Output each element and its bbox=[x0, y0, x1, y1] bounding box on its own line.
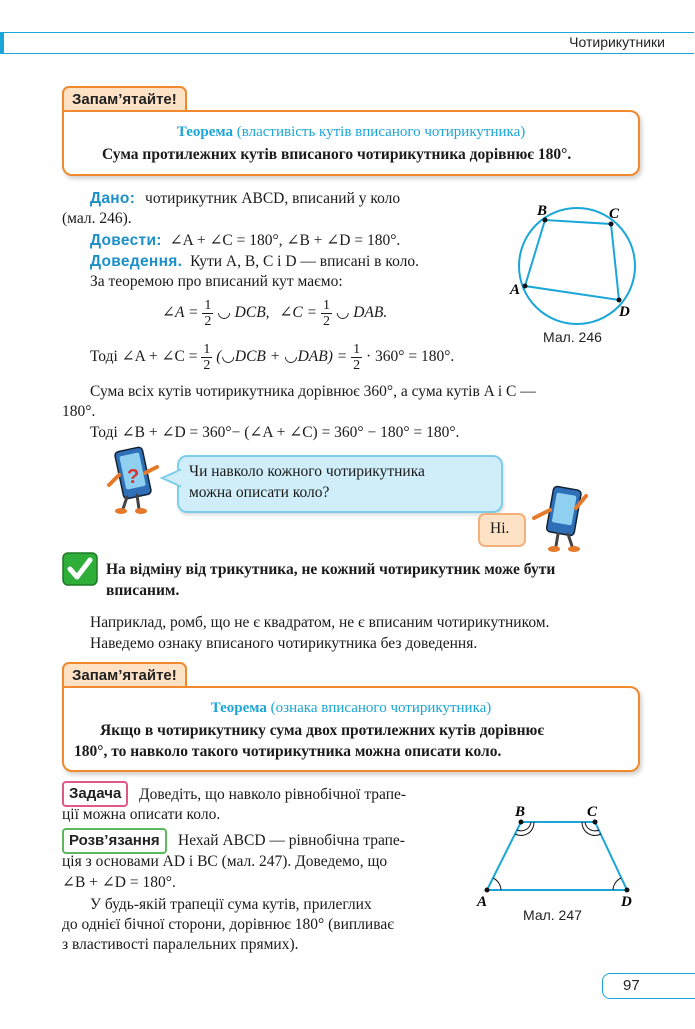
proof-line: Доведення. Кути A, B, C і D — вписані в коло. bbox=[90, 253, 419, 270]
given-line2: (мал. 246). bbox=[62, 210, 132, 227]
solution-line1: Нехай ABCD — рівнобічна трапе- bbox=[178, 832, 405, 849]
vertex-d bbox=[625, 888, 630, 893]
character-left-icon bbox=[105, 445, 165, 515]
question-bubble-tail bbox=[160, 468, 182, 488]
figure-247 bbox=[475, 800, 645, 928]
theorem-body-line2: 180°, то навколо такого чотирикутника можна описати коло. bbox=[74, 743, 502, 760]
proof-line9: Тоді ∠B + ∠D = 360°− (∠A + ∠C) = 360° − 180° = 180°. bbox=[90, 424, 460, 441]
solution-line5: до однієї бічної сторони, дорівнює 180° (випливає bbox=[62, 916, 394, 933]
theorem-title: Теорема (ознака вписаного чотирикутника) bbox=[210, 700, 492, 716]
figure-caption: Мал. 246 bbox=[543, 329, 602, 345]
figure-246 bbox=[505, 198, 655, 348]
vertex-c bbox=[593, 820, 598, 825]
trapezoid-abcd bbox=[487, 822, 627, 890]
label-a: A bbox=[477, 894, 488, 910]
vertex-b bbox=[519, 820, 524, 825]
vertex-a bbox=[523, 284, 528, 289]
theorem-title: Теорема (властивість кутів вписаного чотирикутника) bbox=[176, 124, 526, 140]
figure-caption: Мал. 247 bbox=[523, 907, 582, 923]
solution-line4: У будь-якій трапеції сума кутів, прилеглих bbox=[90, 896, 372, 913]
vertex-c bbox=[609, 222, 614, 227]
solution-line3: ∠B + ∠D = 180°. bbox=[62, 874, 176, 891]
label-a: A bbox=[510, 282, 521, 298]
theorem-body: Сума протилежних кутів вписаного чотирикутника дорівнює 180°. bbox=[102, 146, 572, 163]
remember-tab: Запам’ятайте! bbox=[62, 662, 187, 692]
label-b: B bbox=[537, 203, 548, 219]
header-title: Чотирикутники bbox=[569, 34, 665, 50]
example-line1: Наприклад, ромб, що не є квадратом, не є вписаним чотирикутником. bbox=[90, 614, 550, 631]
label-b: B bbox=[515, 804, 526, 820]
fraction-half: $\frac{1}{2}$ bbox=[353, 342, 361, 373]
theorem-box bbox=[62, 686, 640, 772]
angle-mark-d bbox=[613, 878, 621, 890]
checkmark-icon bbox=[62, 552, 98, 586]
fraction-half: $\frac{1}{2}$ bbox=[322, 298, 330, 329]
vertex-d bbox=[617, 298, 622, 303]
solution-line6: з властивості паралельних прямих). bbox=[62, 936, 299, 953]
given-line: Дано: чотирикутник ABCD, вписаний у коло bbox=[90, 190, 401, 207]
page-number: 97 bbox=[623, 977, 640, 994]
solution-line2: ція з основами AD і BC (мал. 247). Доведемо, що bbox=[62, 853, 388, 870]
equation-2: Тоді ∠A + ∠C = $\frac{1}{2}$ (◡DCB + ◡DAB) = $\frac{1}{2}$ · 360° = 180°. bbox=[90, 342, 455, 373]
proof-line7: Сума всіх кутів чотирикутника дорівнює 360°, а сума кутів A і C — bbox=[90, 383, 536, 400]
task-line1: Доведіть, що навколо рівнобічної трапе- bbox=[139, 786, 407, 803]
question-bubble bbox=[177, 455, 503, 513]
theorem-body-line1: Якщо в чотирикутнику сума двох протилежних кутів дорівнює bbox=[100, 722, 545, 739]
answer-bubble bbox=[478, 513, 526, 547]
note-line2: вписаним. bbox=[106, 582, 180, 599]
note-line1: На відміну від трикутника, не кожний чотирикутник може бути bbox=[106, 561, 556, 578]
header-bar bbox=[0, 30, 695, 56]
solution-label: Розв’язання bbox=[62, 828, 167, 854]
label-d: D bbox=[621, 894, 632, 910]
proof-line8: 180°. bbox=[62, 403, 96, 420]
question-line2: можна описати коло? bbox=[189, 484, 330, 501]
label-d: D bbox=[619, 304, 630, 320]
fraction-half: $\frac{1}{2}$ bbox=[203, 342, 211, 373]
angle-mark-a bbox=[493, 878, 501, 890]
circumcircle bbox=[519, 208, 635, 324]
question-line1: Чи навколо кожного чотирикутника bbox=[189, 463, 425, 480]
character-right-icon bbox=[528, 482, 590, 554]
label-c: C bbox=[587, 804, 598, 820]
example-line2: Наведемо ознаку вписаного чотирикутника без доведення. bbox=[90, 635, 478, 652]
equation-1: ∠A = $\frac{1}{2}$ ◡ DCB, ∠C = $\frac{1}{2}$ ◡ DAB. bbox=[162, 298, 388, 329]
page-number-box bbox=[602, 973, 695, 999]
svg-text:?: ? bbox=[127, 466, 140, 488]
theorem-box bbox=[62, 110, 640, 176]
vertex-a bbox=[485, 888, 490, 893]
task-line2: ції можна описати коло. bbox=[62, 806, 221, 823]
label-c: C bbox=[609, 206, 620, 222]
remember-tab: Запам’ятайте! bbox=[62, 86, 187, 116]
proof-line4: За теоремою про вписаний кут маємо: bbox=[90, 273, 343, 290]
prove-line: Довести: ∠A + ∠C = 180°, ∠B + ∠D = 180°. bbox=[90, 232, 401, 249]
task-label: Задача bbox=[62, 781, 128, 807]
answer-text: Ні. bbox=[490, 520, 510, 537]
fraction-half: $\frac{1}{2}$ bbox=[204, 298, 212, 329]
quadrilateral-abcd bbox=[525, 220, 619, 300]
